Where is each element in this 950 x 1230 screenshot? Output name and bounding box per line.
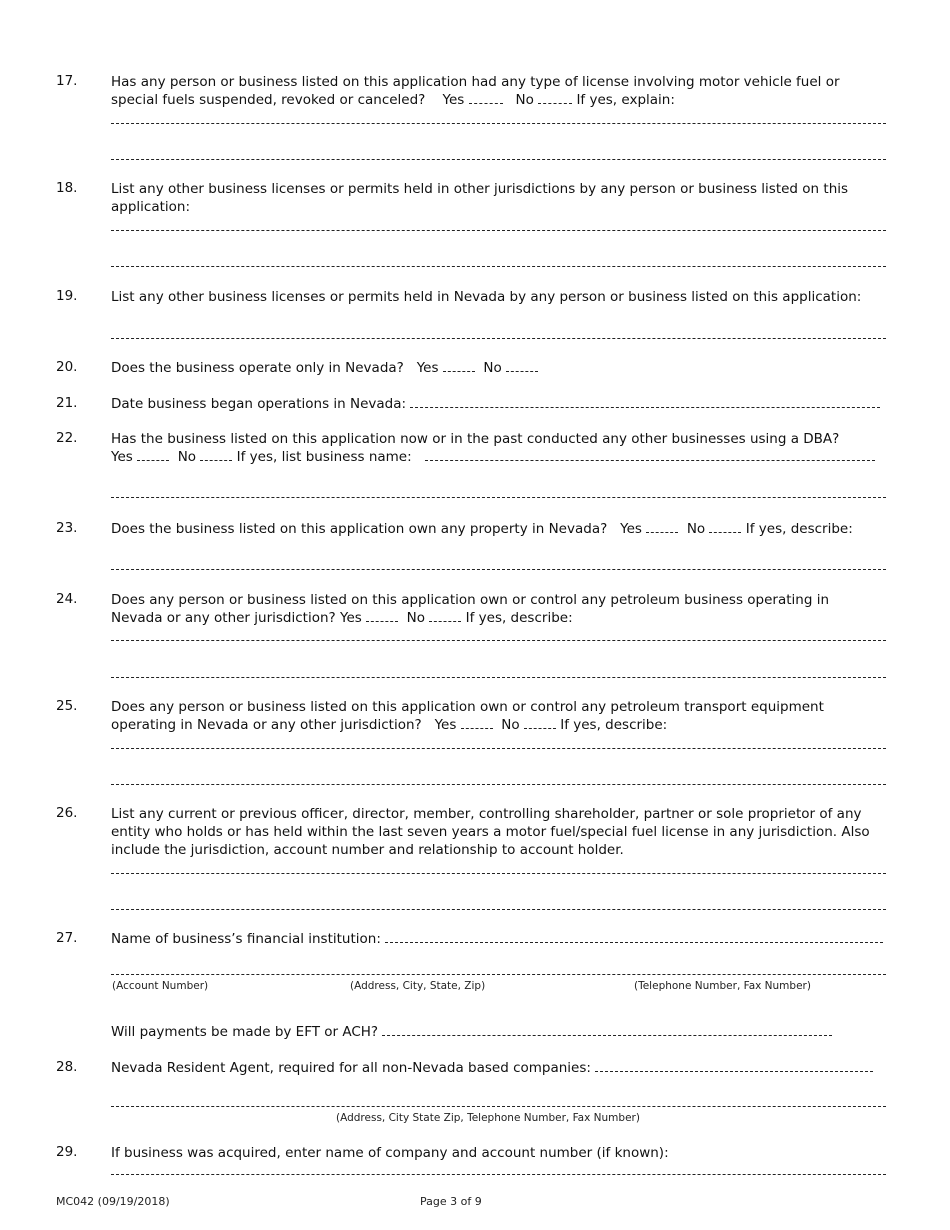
q24-yes-field[interactable] — [366, 609, 398, 622]
resident-agent-caption: (Address, City State Zip, Telephone Number, Fax Number) — [336, 1112, 640, 1124]
question-25-line2 — [111, 716, 667, 734]
address-caption: (Address, City, State, Zip) — [350, 980, 486, 992]
question-18-number: 18. — [56, 180, 78, 196]
question-25-prompt: operating in Nevada or any other jurisdiction? — [111, 717, 422, 733]
list-name-label: If yes, list business name: — [236, 449, 412, 465]
q25-answer-line-2[interactable] — [111, 784, 886, 785]
no-label: No — [177, 449, 197, 465]
question-21-prompt: Date business began operations in Nevada: — [111, 396, 407, 412]
question-19-text: List any other business licenses or permits held in Nevada by any person or business listed on this application: — [111, 289, 862, 305]
q17-no-field[interactable] — [538, 91, 572, 104]
no-label: No — [406, 610, 426, 626]
describe-label: If yes, describe: — [560, 717, 668, 733]
resident-agent-address-line[interactable] — [111, 1106, 886, 1107]
yes-label: Yes — [339, 610, 362, 626]
question-18-line2: application: — [111, 199, 191, 215]
question-22-line2 — [111, 448, 875, 466]
q25-no-field[interactable] — [524, 716, 556, 729]
question-20-text — [111, 359, 538, 377]
bank-details-line[interactable] — [111, 974, 886, 975]
question-29-text: If business was acquired, enter name of company and account number (if known): — [111, 1145, 669, 1161]
no-label: No — [686, 521, 706, 537]
financial-institution-field[interactable] — [385, 930, 883, 943]
question-24-line2 — [111, 609, 573, 627]
eft-ach-field[interactable] — [382, 1023, 832, 1036]
q17-answer-line-2[interactable] — [111, 159, 886, 160]
question-24-text: Does any person or business listed on this application own or control any petroleum business operating in — [111, 592, 830, 608]
q20-yes-field[interactable] — [443, 359, 475, 372]
q20-no-field[interactable] — [506, 359, 538, 372]
q19-answer-line[interactable] — [111, 338, 886, 339]
no-label: No — [501, 717, 520, 733]
question-27-prompt: Name of business’s financial institution: — [111, 931, 381, 947]
no-label: No — [483, 360, 502, 376]
q22-answer-line[interactable] — [111, 497, 886, 498]
question-27-number: 27. — [56, 930, 78, 946]
q23-no-field[interactable] — [709, 520, 741, 533]
q24-answer-line-2[interactable] — [111, 677, 886, 678]
eft-question — [111, 1023, 832, 1041]
q25-yes-field[interactable] — [461, 716, 493, 729]
question-26-line2: entity who holds or has held within the last seven years a motor fuel/special fuel license in any jurisdiction. Also — [111, 824, 870, 840]
q23-yes-field[interactable] — [646, 520, 678, 533]
question-21-number: 21. — [56, 395, 78, 411]
eft-prompt: Will payments be made by EFT or ACH? — [111, 1024, 379, 1040]
question-17-number: 17. — [56, 73, 78, 89]
q23-answer-line[interactable] — [111, 569, 886, 570]
question-27-text — [111, 930, 883, 948]
question-28-prompt: Nevada Resident Agent, required for all non-Nevada based companies: — [111, 1060, 591, 1076]
question-17-prompt: special fuels suspended, revoked or canceled? — [111, 92, 426, 108]
explain-label: If yes, explain: — [576, 92, 675, 108]
q22-no-field[interactable] — [200, 448, 232, 461]
question-23-prompt: Does the business listed on this application own any property in Nevada? — [111, 521, 608, 537]
q22-yes-field[interactable] — [137, 448, 169, 461]
page-number: Page 3 of 9 — [420, 1195, 482, 1208]
q25-answer-line-1[interactable] — [111, 748, 886, 749]
q24-no-field[interactable] — [429, 609, 461, 622]
yes-label: Yes — [416, 360, 439, 376]
yes-label: Yes — [434, 717, 457, 733]
yes-label: Yes — [620, 521, 642, 537]
q21-date-field[interactable] — [410, 395, 880, 408]
question-29-number: 29. — [56, 1144, 78, 1160]
yes-label: Yes — [442, 92, 465, 108]
question-18-text: List any other business licenses or permits held in other jurisdictions by any person or business listed on this — [111, 181, 849, 197]
describe-label: If yes, describe: — [745, 521, 853, 537]
q22-business-name-field[interactable] — [425, 448, 875, 461]
q17-answer-line-1[interactable] — [111, 123, 886, 124]
resident-agent-field[interactable] — [595, 1059, 873, 1072]
question-23-number: 23. — [56, 520, 78, 536]
question-20-number: 20. — [56, 359, 78, 375]
question-26-line3: include the jurisdiction, account number and relationship to account holder. — [111, 842, 624, 858]
q18-answer-line-1[interactable] — [111, 230, 886, 231]
no-label: No — [515, 92, 534, 108]
question-17-text: Has any person or business listed on this application had any type of license involving motor vehicle fuel or — [111, 74, 840, 90]
yes-label: Yes — [111, 449, 133, 465]
account-number-caption: (Account Number) — [112, 980, 209, 992]
phone-caption: (Telephone Number, Fax Number) — [634, 980, 811, 992]
q17-yes-field[interactable] — [469, 91, 503, 104]
question-24-prompt: Nevada or any other jurisdiction? — [111, 610, 336, 626]
question-24-number: 24. — [56, 591, 78, 607]
question-28-text — [111, 1059, 873, 1077]
question-25-text: Does any person or business listed on this application own or control any petroleum transport equipment — [111, 699, 824, 715]
question-26-text: List any current or previous officer, director, member, controlling shareholder, partner or sole proprietor of any — [111, 806, 862, 822]
question-26-number: 26. — [56, 805, 78, 821]
question-22-number: 22. — [56, 430, 78, 446]
question-21-text — [111, 395, 880, 413]
q29-answer-line[interactable] — [111, 1174, 886, 1175]
q24-answer-line-1[interactable] — [111, 640, 886, 641]
q26-answer-line-2[interactable] — [111, 909, 886, 910]
q26-answer-line-1[interactable] — [111, 873, 886, 874]
form-id: MC042 (09/19/2018) — [56, 1195, 170, 1208]
describe-label: If yes, describe: — [465, 610, 573, 626]
question-19-number: 19. — [56, 288, 78, 304]
question-17-line2 — [111, 91, 675, 109]
question-25-number: 25. — [56, 698, 78, 714]
question-20-prompt: Does the business operate only in Nevada? — [111, 360, 404, 376]
question-23-text — [111, 520, 853, 538]
q18-answer-line-2[interactable] — [111, 266, 886, 267]
question-22-text: Has the business listed on this application now or in the past conducted any other businesses using a DBA? — [111, 431, 840, 447]
question-28-number: 28. — [56, 1059, 78, 1075]
